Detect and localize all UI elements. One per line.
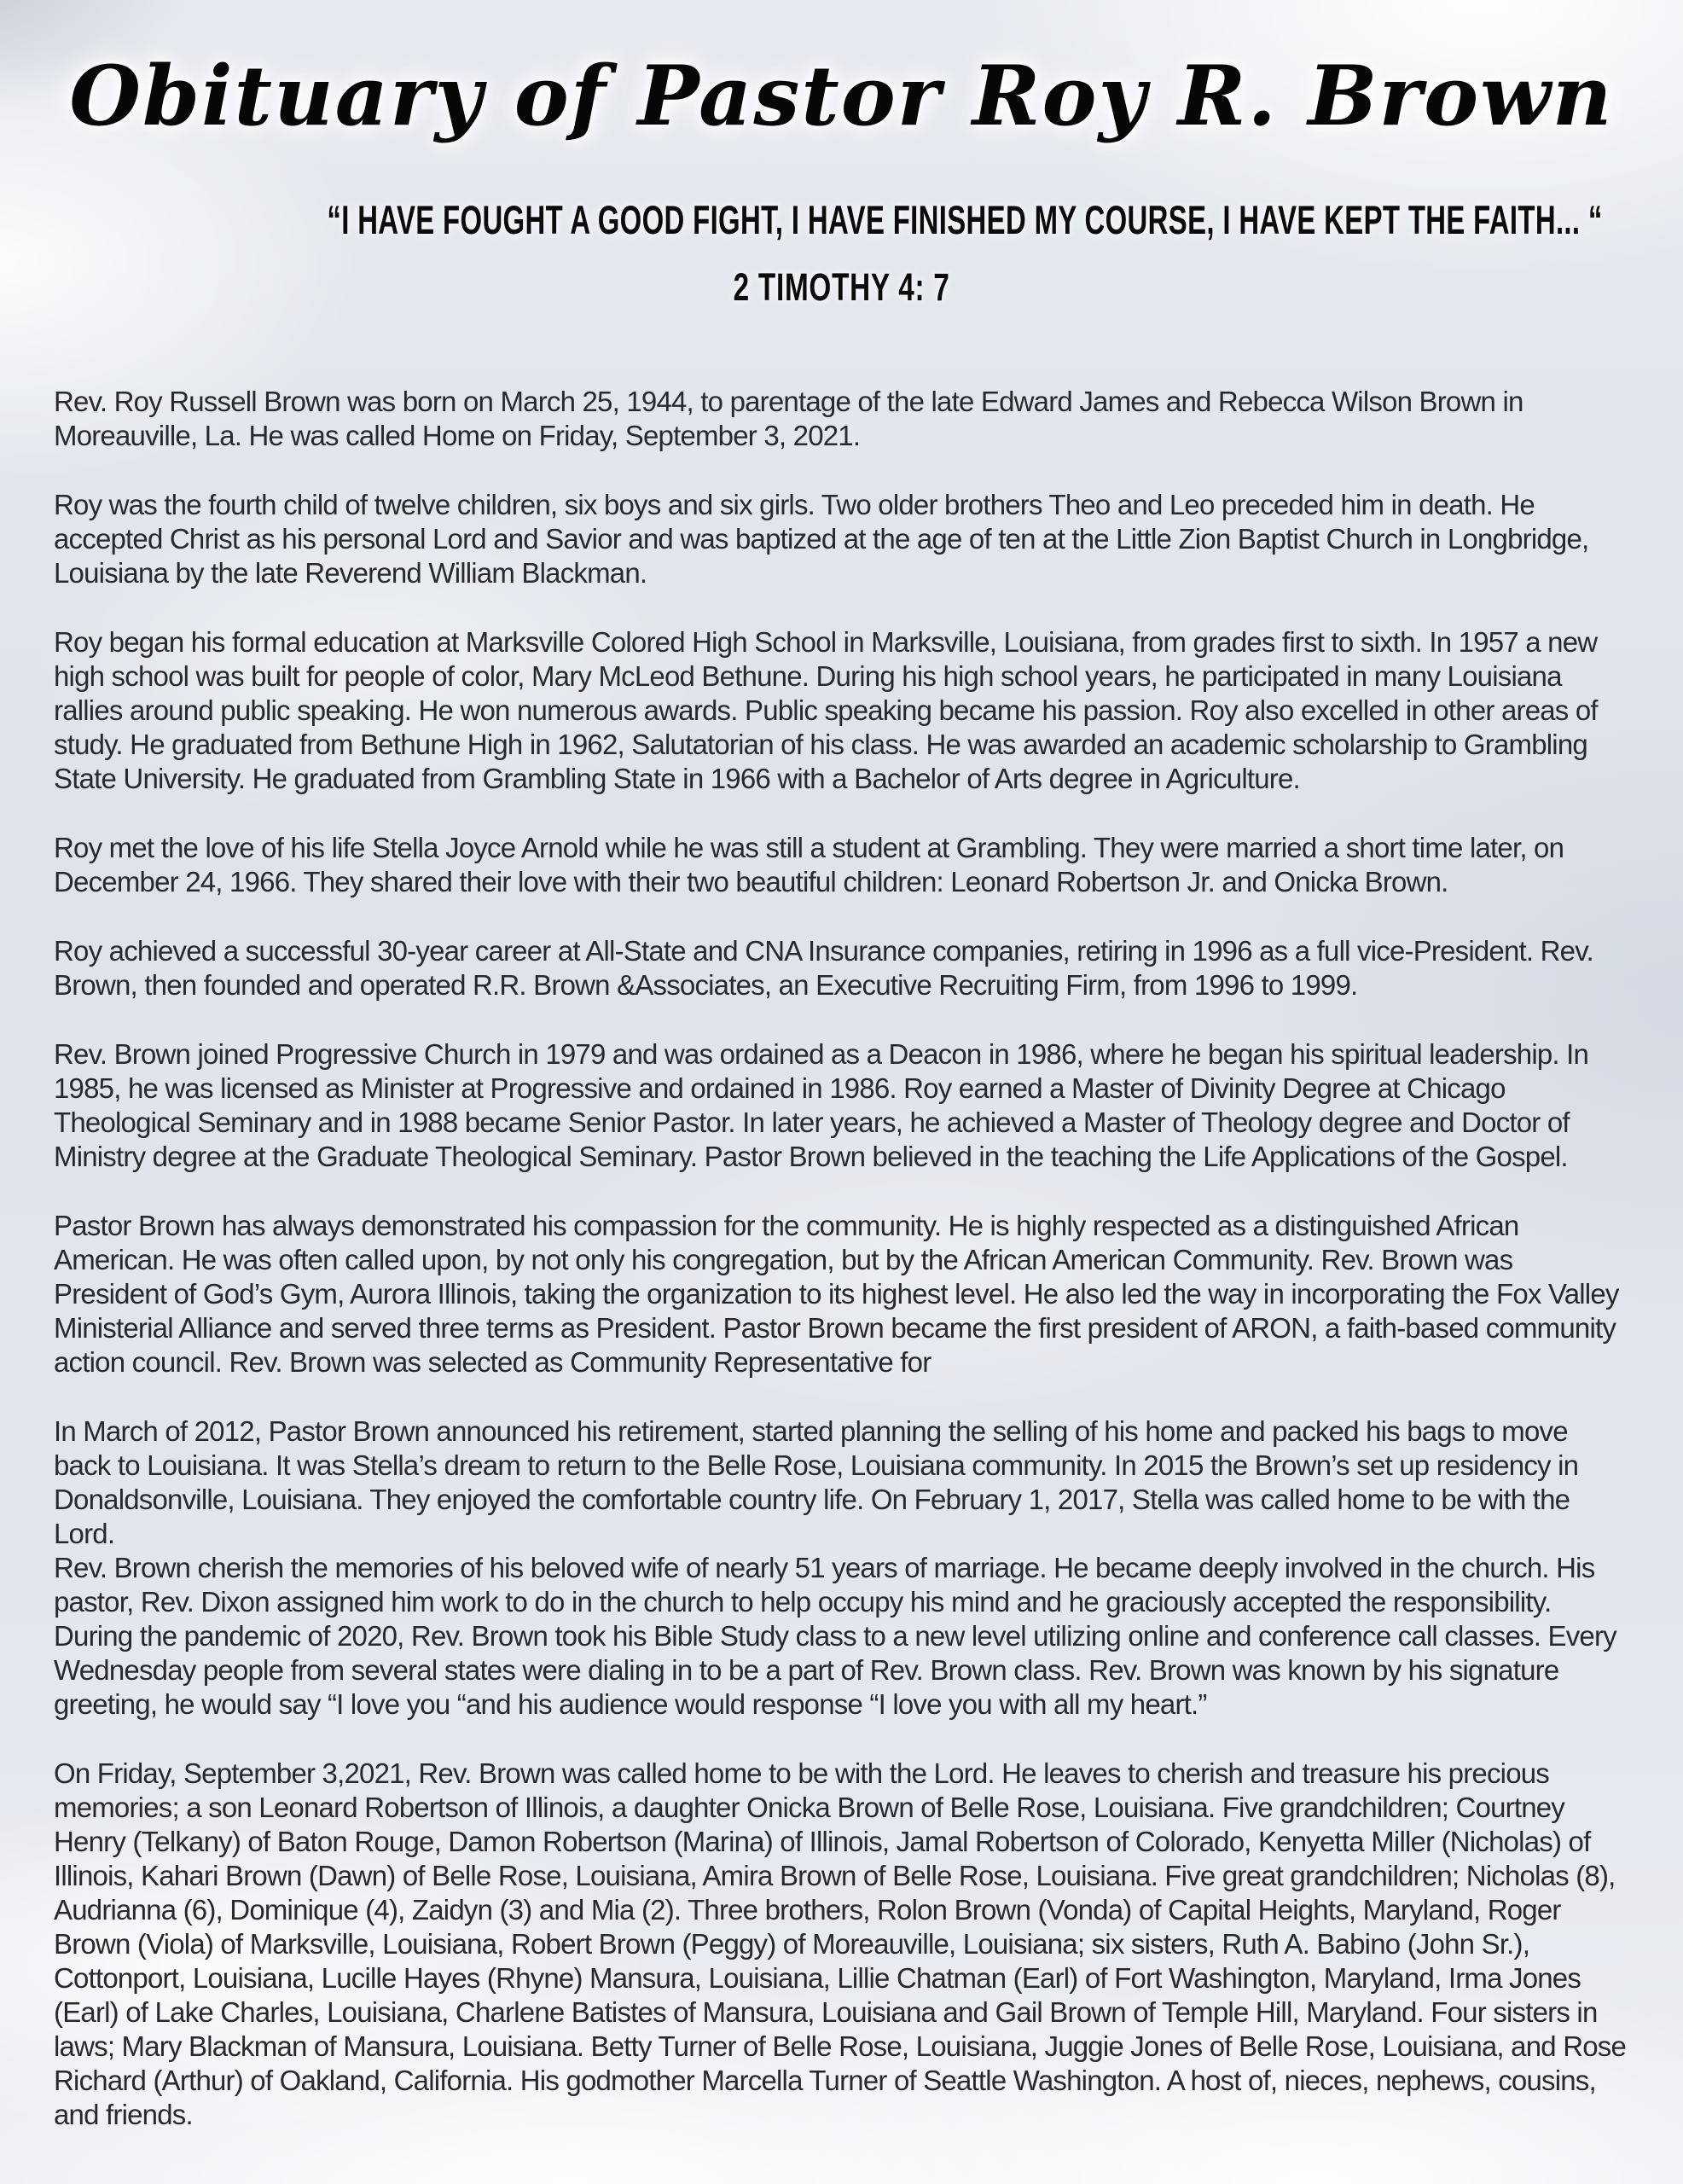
scripture-reference-row bbox=[54, 265, 1629, 310]
obituary-paragraph: Pastor Brown has always demonstrated his compassion for the community. He is highly respected as a distinguished African American. He was often called upon, by not only his congregation, but by the African American Community. Rev. Brown was President of God’s Gym, Aurora Illinois, taking the organization to its highest level. He also led the way in incorporating the Fox Valley Ministerial Alliance and served three terms as President. Pastor Brown became the first president of ARON, a faith-based community action council. Rev. Brown was selected as Community Representative for bbox=[54, 1210, 1619, 1379]
obituary-paragraph: Rev. Brown joined Progressive Church in 1979 and was ordained as a Deacon in 1986, where he began his spiritual leadership. In 1985, he was licensed as Minister at Progressive and ordained in 1986. Roy earned a Master of Divinity Degree at Chicago Theological Seminary and in 1988 became Senior Pastor. In later years, he achieved a Master of Theology degree and Doctor of Ministry degree at the Graduate Theological Seminary. Pastor Brown believed in the teaching the Life Applications of the Gospel. bbox=[54, 1038, 1589, 1173]
page-title: Obituary of Pastor Roy R. Brown bbox=[69, 48, 1614, 144]
obituary-body bbox=[54, 385, 1629, 2132]
obituary-paragraph: Rev. Brown cherish the memories of his beloved wife of nearly 51 years of marriage. He became deeply involved in the church. His pastor, Rev. Dixon assigned him work to do in the church to help occupy his mind and he graciously accepted the responsibility. During the pandemic of 2020, Rev. Brown took his Bible Study class to a new level utilizing online and conference call classes. Every Wednesday people from several states were dialing in to be a part of Rev. Brown class. Rev. Brown was known by his signature greeting, he would say “I love you “and his audience would response “I love you with all my heart.” bbox=[54, 1552, 1616, 1721]
obituary-paragraph: Rev. Roy Russell Brown was born on March 25, 1944, to parentage of the late Edward James and Rebecca Wilson Brown in Moreauville, La. He was called Home on Friday, September 3, 2021. bbox=[54, 386, 1523, 452]
scripture-quote-row bbox=[54, 196, 1629, 243]
scripture-quote: “I HAVE FOUGHT A GOOD FIGHT, I HAVE FINISHED MY COURSE, I HAVE KEPT THE FAITH... “ bbox=[327, 197, 1603, 243]
obituary-paragraph: On Friday, September 3,2021, Rev. Brown was called home to be with the Lord. He leaves to cherish and treasure his precious memories; a son Leonard Robertson of Illinois, a daughter Onicka Brown of Belle Rose, Louisiana. Five grandchildren; Courtney Henry (Telkany) of Baton Rouge, Damon Robertson (Marina) of Illinois, Jamal Robertson of Colorado, Kenyetta Miller (Nicholas) of Illinois, Kahari Brown (Dawn) of Belle Rose, Louisiana, Amira Brown of Belle Rose, Louisiana. Five great grandchildren; Nicholas (8), Audrianna (6), Dominique (4), Zaidyn (3) and Mia (2). Three brothers, Rolon Brown (Vonda) of Capital Heights, Maryland, Roger Brown (Viola) of Marksville, Louisiana, Robert Brown (Peggy) of Moreauville, Louisiana; six sisters, Ruth A. Babino (John Sr.), Cottonport, Louisiana, Lucille Hayes (Rhyne) Mansura, Louisiana, Lillie Chatman (Earl) of Fort Washington, Maryland, Irma Jones (Earl) of Lake Charles, Louisiana, Charlene Batistes of Mansura, Louisiana and Gail Brown of Temple Hill, Maryland. Four sisters in laws; Mary Blackman of Mansura, Louisiana. Betty Turner of Belle Rose, Louisiana, Juggie Jones of Belle Rose, Louisiana, and Rose Richard (Arthur) of Oakland, California. His godmother Marcella Turner of Seattle Washington. A host of, nieces, nephews, cousins, and friends. bbox=[54, 1757, 1627, 2131]
obituary-paragraph: Roy was the fourth child of twelve children, six boys and six girls. Two older brothers Theo and Leo preceded him in death. He accepted Christ as his personal Lord and Savior and was baptized at the age of ten at the Little Zion Baptist Church in Longbridge, Louisiana by the late Reverend William Blackman. bbox=[54, 489, 1589, 590]
obituary-paragraph: In March of 2012, Pastor Brown announced his retirement, started planning the selling of his home and packed his bags to move back to Louisiana. It was Stella’s dream to return to the Belle Rose, Louisiana community. In 2015 the Brown’s set up residency in Donaldsonville, Louisiana. They enjoyed the comfortable country life. On February 1, 2017, Stella was called home to be with the Lord. bbox=[54, 1415, 1579, 1550]
obituary-paragraph: Roy achieved a successful 30-year career at All-State and CNA Insurance companies, retiring in 1996 as a full vice-President. Rev. Brown, then founded and operated R.R. Brown &Associates, an Executive Recruiting Firm, from 1996 to 1999. bbox=[54, 935, 1593, 1002]
obituary-paragraph: Roy met the love of his life Stella Joyce Arnold while he was still a student at Grambling. They were married a short time later, on December 24, 1966. They shared their love with their two beautiful children: Leonard Robertson Jr. and Onicka Brown. bbox=[54, 832, 1564, 898]
scripture-reference: 2 TIMOTHY 4: 7 bbox=[733, 265, 950, 310]
obituary-paragraph: Roy began his formal education at Marksville Colored High School in Marksville, Louisiana, from grades first to sixth. In 1957 a new high school was built for people of color, Mary McLeod Bethune. During his high school years, he participated in many Louisiana rallies around public speaking. He won numerous awards. Public speaking became his passion. Roy also excelled in other areas of study. He graduated from Bethune High in 1962, Salutatorian of his class. He was awarded an academic scholarship to Grambling State University. He graduated from Grambling State in 1966 with a Bachelor of Arts degree in Agriculture. bbox=[54, 626, 1598, 795]
